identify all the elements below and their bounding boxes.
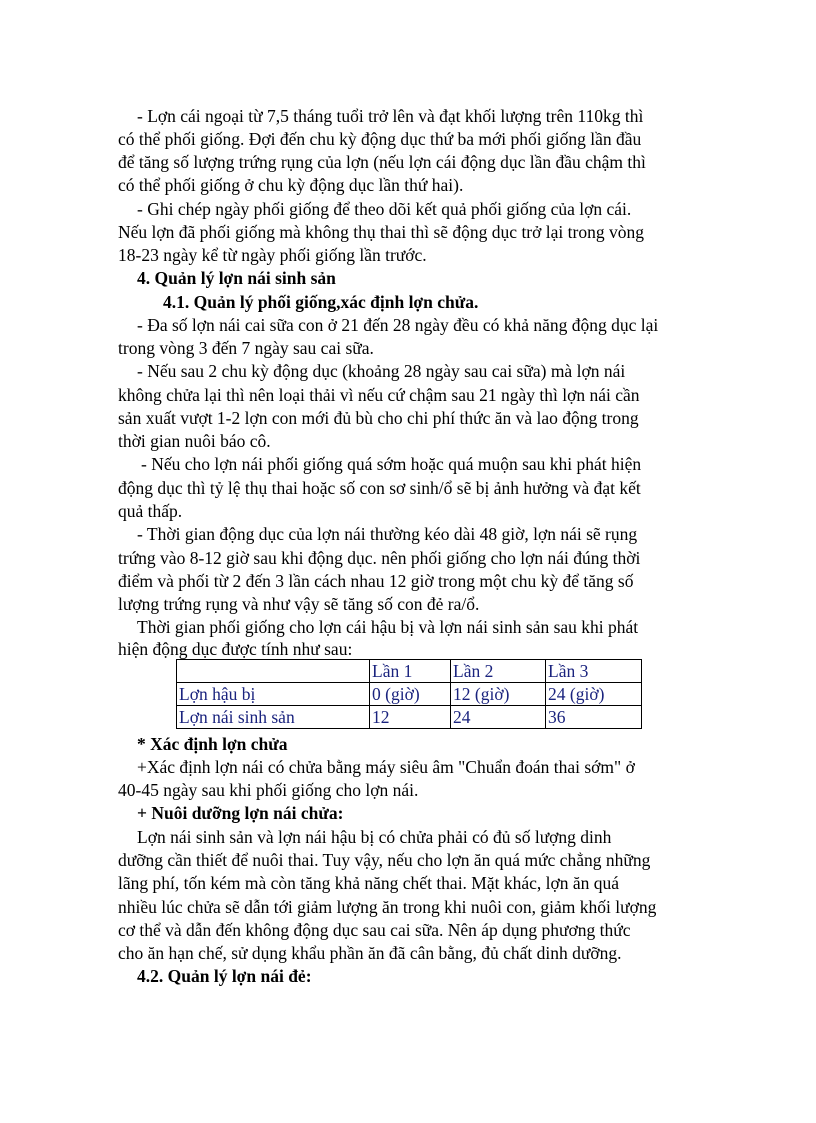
paragraph-line: có thể phối giống ở chu kỳ động dục lần thứ hai). [118,175,464,195]
paragraph-line: - Nếu sau 2 chu kỳ động dục (khoảng 28 ngày sau cai sữa) mà lợn nái [137,361,626,381]
paragraph-line: - Lợn cái ngoại từ 7,5 tháng tuổi trở lên và đạt khối lượng trên 110kg thì [137,106,644,126]
paragraph-line: trong vòng 3 đến 7 ngày sau cai sữa. [118,338,374,358]
paragraph-line: thời gian nuôi báo cô. [118,431,271,451]
paragraph-line: hiện động dục được tính như sau: [118,639,353,659]
paragraph-line: - Đa số lợn nái cai sữa con ở 21 đến 28 ngày đều có khả năng động dục lại [137,315,659,335]
paragraph-line: Thời gian phối giống cho lợn cái hậu bị và lợn nái sinh sản sau khi phát [137,617,639,637]
table-cell: 12 [370,706,451,729]
paragraph-line: quả thấp. [118,501,183,521]
table-cell: 0 (giờ) [370,683,451,706]
subsection-heading: * Xác định lợn chửa [137,734,288,754]
paragraph-line: - Ghi chép ngày phối giống để theo dõi kết quả phối giống của lợn cái. [137,199,632,219]
paragraph-line: 40-45 ngày sau khi phối giống cho lợn nái. [118,780,419,800]
table-cell: 12 (giờ) [451,683,546,706]
table-cell: 24 [451,706,546,729]
paragraph-line: sản xuất vượt 1-2 lợn con mới đủ bù cho chi phí thức ăn và lao động trong [118,408,639,428]
section-heading: 4. Quản lý lợn nái sinh sản [137,268,336,288]
paragraph-line: để tăng số lượng trứng rụng của lợn (nếu lợn cái động dục lần đầu chậm thì [118,152,646,172]
subsection-heading: 4.1. Quản lý phối giống,xác định lợn chửa. [163,292,479,312]
paragraph-line: Nếu lợn đã phối giống mà không thụ thai thì sẽ động dục trở lại trong vòng [118,222,644,242]
paragraph-line: có thể phối giống. Đợi đến chu kỳ động dục thứ ba mới phối giống lần đầu [118,129,642,149]
paragraph-line: - Nếu cho lợn nái phối giống quá sớm hoặc quá muộn sau khi phát hiện [141,454,642,474]
table-cell: Lợn hậu bị [177,683,370,706]
paragraph-line: lãng phí, tốn kém mà còn tăng khả năng chết thai. Mặt khác, lợn ăn quá [118,873,620,893]
paragraph-line: - Thời gian động dục của lợn nái thường kéo dài 48 giờ, lợn nái sẽ rụng [137,524,638,544]
section-heading: 4.2. Quản lý lợn nái đẻ: [137,966,312,986]
table-cell: Lợn nái sinh sản [177,706,370,729]
paragraph-line: Lợn nái sinh sản và lợn nái hậu bị có chửa phải có đủ số lượng dinh [137,827,612,847]
paragraph-line: 18-23 ngày kể từ ngày phối giống lần trước. [118,245,427,265]
paragraph-line: cơ thể và dẫn đến không động dục sau cai sữa. Nên áp dụng phương thức [118,920,631,940]
subsection-heading: + Nuôi dưỡng lợn nái chửa: [137,803,344,823]
mating-schedule-table [176,659,642,729]
table-header-cell [177,660,370,683]
table-cell: 24 (giờ) [546,683,642,706]
paragraph-line: trứng vào 8-12 giờ sau khi động dục. nên phối giống cho lợn nái đúng thời [118,548,641,568]
paragraph-line: lượng trứng rụng và như vậy sẽ tăng số con đẻ ra/ổ. [118,594,480,614]
paragraph-line: cho ăn hạn chế, sử dụng khẩu phần ăn đã cân bằng, đủ chất dinh dưỡng. [118,943,622,963]
paragraph-line: không chửa lại thì nên loại thải vì nếu cứ chậm sau 21 ngày thì lợn nái cần [118,385,640,405]
paragraph-line: dưỡng cần thiết để nuôi thai. Tuy vậy, nếu cho lợn ăn quá mức chẳng những [118,850,651,870]
table-header-cell: Lần 3 [546,660,642,683]
table-cell: 36 [546,706,642,729]
table-header-cell: Lần 1 [370,660,451,683]
table-row [177,706,642,729]
paragraph-line: nhiều lúc chửa sẽ dẫn tới giảm lượng ăn trong khi nuôi con, giảm khối lượng [118,897,657,917]
table-header-cell: Lần 2 [451,660,546,683]
paragraph-line: động dục thì tỷ lệ thụ thai hoặc số con sơ sinh/ổ sẽ bị ảnh hưởng và đạt kết [118,478,641,498]
paragraph-line: +Xác định lợn nái có chửa bằng máy siêu âm "Chuẩn đoán thai sớm" ở [137,757,635,777]
paragraph-line: điểm và phối từ 2 đến 3 lần cách nhau 12 giờ trong một chu kỳ để tăng số [118,571,634,591]
table-header-row [177,660,642,683]
table-row [177,683,642,706]
